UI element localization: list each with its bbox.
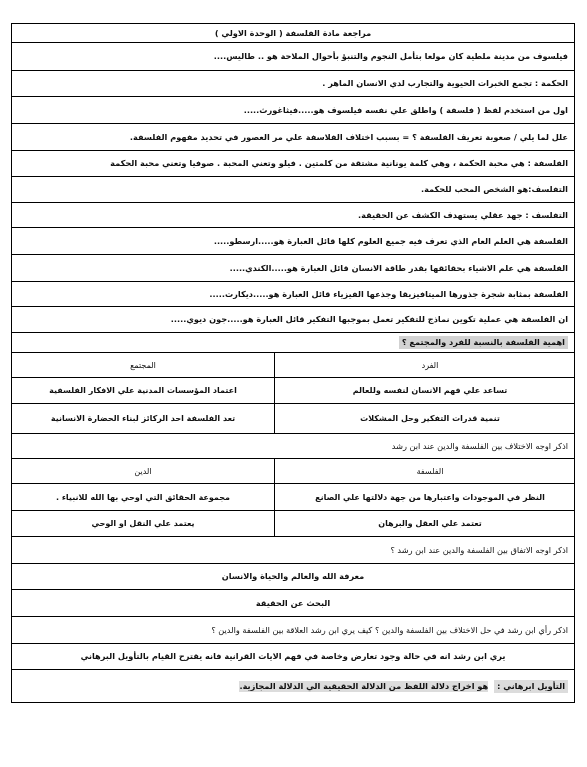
line-pythagoras: اول من استخدم لفظ ( فلسفة ) واطلق علي نفسه فيلسوف هو.....فيثاغورث..... <box>12 97 574 124</box>
importance-header-row <box>12 353 574 378</box>
difference-philosophy-1: النظر في الموجودات واعتبارها من جهة دلالتها علي الصانع <box>315 492 545 502</box>
importance-individual-1: تساعد علي فهم الانسان لنفسه وللعالم <box>352 386 508 395</box>
line-dewey: ان الفلسفة هي عملية تكوين نماذج للتفكير تعمل بموجبها التفكير قائل العبارة هو.....جون ديوي..... <box>12 307 574 333</box>
importance-society-1: اعتماد المؤسسات المدنية علي الافكار الفلسفية <box>12 378 275 403</box>
line-descartes: الفلسفة بمثابة شجرة جذورها الميتافيزيقا وجذعها الفيزياء قائل العبارة هو.....ديكارت..... <box>12 282 574 307</box>
importance-question: اهمية الفلسفة بالنسبة للفرد والمجتمع ؟ <box>12 333 574 353</box>
header-individual: الفرد <box>421 360 439 370</box>
agreement-point-2: البحث عن الحقيقة <box>12 590 574 617</box>
line-philosophizing-def: التفلسف : جهد عقلي يستهدف الكشف عن الحقيقة. <box>12 203 574 228</box>
agreement-question: اذكر اوجه الاتفاق بين الفلسفة والدين عند ابن رشد ؟ <box>12 537 574 564</box>
difference-philosophy-2: تعتمد علي العقل والبرهان <box>378 519 482 528</box>
difference-question: اذكر اوجه الاختلاف بين الفلسفة والدين عند ابن رشد <box>12 434 574 459</box>
page-title <box>12 24 574 43</box>
line-explain: علل لما يلي / صعوبة تعريف الفلسفة ؟ = بسبب اختلاف الفلاسفة علي مر العصور في تحديد مفهوم الفلسفة. <box>12 124 574 151</box>
worksheet <box>11 23 575 703</box>
importance-row <box>12 378 574 404</box>
definition-row <box>12 670 574 703</box>
importance-individual-2: تنمية قدرات التفكير وحل المشكلات <box>360 414 500 423</box>
line-philosopher-def: التفلسف:هو الشخص المحب للحكمة. <box>12 177 574 203</box>
difference-row <box>12 484 574 511</box>
ibn-rushd-answer: يري ابن رشد انه في حالة وجود تعارض وخاصة في فهم الايات القرانية فانه يقترح القيام بالتأويل البرهاني <box>12 644 574 670</box>
importance-society-2: تعد الفلسفة احد الركائز لبناء الحضارة الانسانية <box>12 404 275 433</box>
line-kindi: الفلسفة هي علم الاشياء بحقائقها بقدر طاقة الانسان قائل العبارة هو.....الكندي..... <box>12 255 574 282</box>
line-aristotle: الفلسفة هي العلم العام الذي تعرف فيه جميع العلوم كلها قائل العبارة هو.....ارسطو..... <box>12 228 574 255</box>
line-wisdom: الحكمة : تجمع الخبرات الحيوية والتجارب لدي الانسان الماهر . <box>12 71 574 97</box>
line-thales: فيلسوف من مدينة ملطية كان مولعا بتأمل النجوم والتنبؤ بأحوال الملاحة هو .. طاليس.... <box>12 43 574 71</box>
difference-header-row <box>12 459 574 484</box>
ibn-rushd-question: اذكر رأي ابن رشد في حل الاختلاف بين الفلسفة والدين ؟ كيف يري ابن رشد العلاقة بين الفلسفة والدين ؟ <box>12 617 574 644</box>
difference-row <box>12 511 574 537</box>
header-religion: الدين <box>12 459 275 483</box>
definition-text: هو اخراج دلالة اللفظ من الدلالة الحقيقية الي الدلالة المجازية. <box>239 681 489 692</box>
title-text: مراجعة مادة الفلسفة ( الوحدة الاولي ) <box>214 27 372 38</box>
definition-term: التأويل ابرهاني : <box>494 680 568 692</box>
difference-religion-2: يعتمد علي النقل او الوحي <box>12 511 275 536</box>
line-philosophy-def: الفلسفة : هي محبة الحكمة ، وهي كلمة يونانية مشتقة من كلمتين . فيلو وتعني المحبة . صوفيا وتعني محبة الحكمة <box>12 151 574 177</box>
header-philosophy: الفلسفة <box>416 466 444 476</box>
header-society: المجتمع <box>12 353 275 377</box>
agreement-point-1: معرفة الله والعالم والحياة والانسان <box>12 564 574 590</box>
difference-religion-1: مجموعة الحقائق التي اوحي بها الله للانبياء . <box>12 484 275 510</box>
importance-row <box>12 404 574 434</box>
